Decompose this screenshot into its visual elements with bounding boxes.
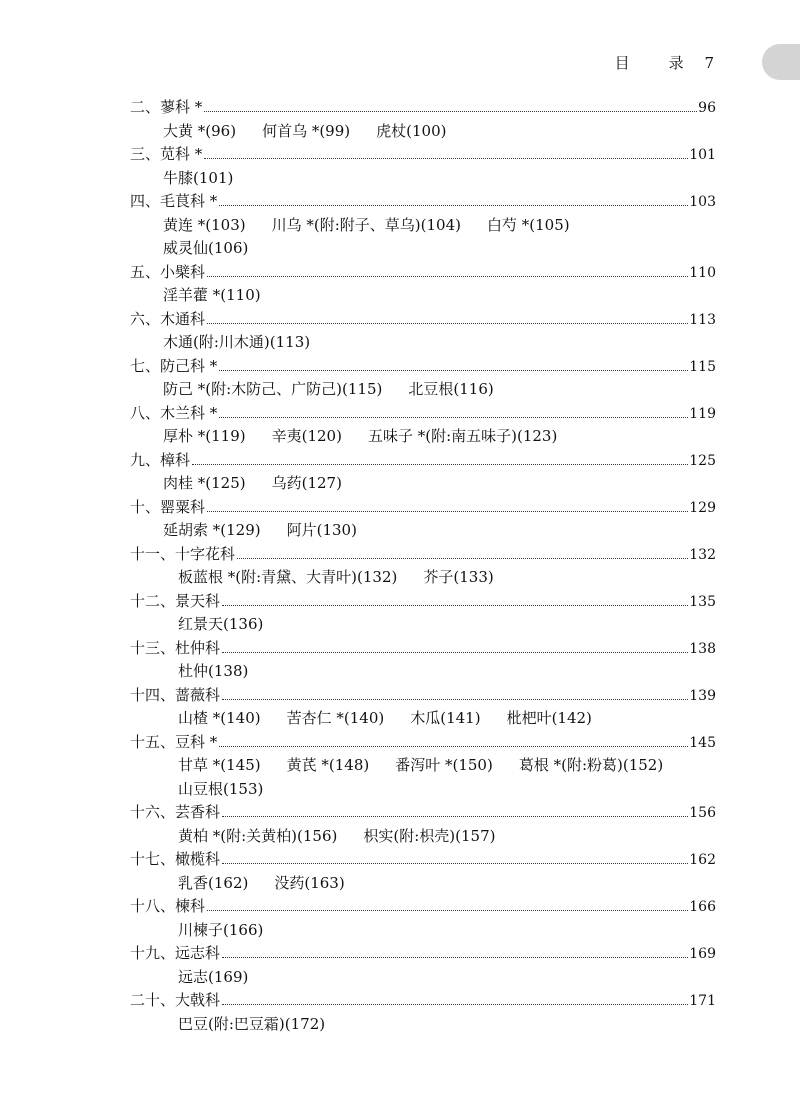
- toc-subentry-line: [130, 660, 716, 684]
- toc-entry-label: 十六、芸香科: [130, 803, 221, 821]
- toc-subentry-line: [130, 707, 716, 731]
- toc-entry-label: 三、苋科 *: [130, 145, 203, 163]
- toc-subentry-item: 黄连 *(103): [163, 215, 246, 234]
- toc-subentry-line: [130, 754, 716, 778]
- toc-subentry-item: 远志(169): [178, 967, 249, 986]
- toc-subentry-item: 芥子(133): [423, 568, 494, 586]
- toc-entry: [130, 942, 716, 966]
- toc-entry-page: 162: [689, 852, 716, 868]
- dot-leader: [207, 910, 688, 911]
- toc-subentry-item: 厚朴 *(119): [163, 427, 246, 445]
- toc-subentry-item: 枳实(附:枳壳)(157): [363, 826, 496, 845]
- toc-entry-label: 五、小檗科: [130, 262, 206, 281]
- toc-subentry-item: 防己 *(附:木防己、广防己)(115): [163, 380, 383, 398]
- dot-leader: [222, 863, 688, 864]
- toc-entry: [130, 190, 716, 214]
- toc-entry-label: 四、毛茛科 *: [130, 192, 218, 210]
- toc-subentry-item: 北豆根(116): [408, 380, 494, 398]
- dot-leader: [222, 652, 688, 653]
- toc-subentry-item: 木通(附:川木通)(113): [163, 333, 311, 351]
- toc-entry-page: 119: [689, 405, 716, 422]
- toc-subentry-item: 川乌 *(附:附子、草乌)(104): [271, 215, 461, 234]
- toc-subentry-item: 甘草 *(145): [178, 756, 261, 774]
- toc-entry-page: 138: [689, 640, 716, 657]
- toc-subentry-item: 木瓜(141): [410, 709, 481, 727]
- toc-entry-label: 九、樟科: [130, 450, 191, 469]
- toc-subentry-item: 威灵仙(106): [163, 239, 249, 257]
- toc-entry-label: 十三、杜仲科: [130, 638, 221, 657]
- toc-entry-label: 十九、远志科: [130, 944, 221, 962]
- dot-leader: [207, 323, 688, 324]
- toc-entry-page: 125: [689, 452, 716, 469]
- toc-entry-page: 135: [689, 593, 716, 610]
- toc-entry-page: 110: [689, 264, 716, 281]
- toc-entry-label: 二、蓼科 *: [130, 98, 203, 116]
- toc-entry-label: 六、木通科: [130, 309, 206, 328]
- dot-leader: [222, 957, 688, 958]
- toc-subentry-item: 牛膝(101): [163, 168, 234, 187]
- toc-entry: [130, 261, 716, 285]
- toc-subentry-item: 肉桂 *(125): [163, 474, 246, 492]
- toc-entry-label: 七、防己科 *: [130, 356, 218, 375]
- toc-entry-label: 十二、景天科: [130, 591, 221, 610]
- toc-subentry-item: 没药(163): [274, 873, 345, 892]
- toc-entry-page: 96: [698, 100, 716, 116]
- toc-subentry-line: [130, 613, 716, 637]
- toc-entry-page: 101: [689, 147, 716, 163]
- dot-leader: [219, 205, 688, 206]
- toc-subentry-line: [130, 331, 716, 355]
- toc-entry: [130, 449, 716, 473]
- dot-leader: [237, 558, 688, 559]
- toc-subentry-item: 山楂 *(140): [178, 709, 261, 727]
- dot-leader: [207, 276, 688, 277]
- toc-subentry-item: 葛根 *(附:粉葛)(152): [518, 756, 664, 774]
- toc-entry-label: 十、罂粟科: [130, 497, 206, 516]
- toc-entry: [130, 402, 716, 426]
- dot-leader: [222, 1004, 688, 1005]
- dot-leader: [204, 111, 697, 112]
- toc-entry: [130, 143, 716, 167]
- toc-subentry-line: [130, 378, 716, 402]
- toc-subentry-line: [130, 120, 716, 144]
- toc-subentry-item: 苦杏仁 *(140): [286, 709, 385, 727]
- dot-leader: [219, 746, 688, 747]
- dot-leader: [222, 605, 688, 606]
- toc-entry: [130, 637, 716, 661]
- toc-entry-page: 129: [689, 499, 716, 516]
- toc-entry: [130, 989, 716, 1013]
- toc-entry: [130, 731, 716, 755]
- toc-subentry-item: 黄柏 *(附:关黄柏)(156): [178, 826, 338, 845]
- toc-entry-page: 166: [689, 899, 716, 915]
- toc-entry: [130, 496, 716, 520]
- toc-subentry-item: 五味子 *(附:南五味子)(123): [367, 427, 558, 445]
- toc-entry-page: 113: [689, 311, 716, 328]
- toc-subentry-item: 番泻叶 *(150): [395, 756, 493, 774]
- toc-entry-label: 十八、楝科: [130, 897, 206, 915]
- toc-entry: [130, 801, 716, 825]
- toc-subentry-item: 板蓝根 *(附:青黛、大青叶)(132): [178, 568, 398, 586]
- toc-subentry-line: [130, 472, 716, 496]
- toc-subentry-line: [130, 214, 716, 238]
- toc-entry: [130, 590, 716, 614]
- toc-subentry-item: 阿片(130): [286, 521, 357, 539]
- toc-subentry-item: 淫羊藿 *(110): [163, 286, 261, 304]
- toc-subentry-item: 辛夷(120): [271, 427, 342, 445]
- thumb-tab: [762, 44, 800, 80]
- toc-subentry-item: 乳香(162): [178, 873, 249, 892]
- table-of-contents: [130, 96, 716, 1036]
- toc-entry-label: 十一、十字花科: [130, 544, 236, 563]
- toc-entry-label: 八、木兰科 *: [130, 403, 218, 422]
- toc-subentry-item: 巴豆(附:巴豆霜)(172): [178, 1014, 326, 1033]
- toc-subentry-line: [130, 778, 716, 802]
- dot-leader: [222, 816, 688, 817]
- page-number: 7: [704, 54, 714, 72]
- toc-entry-label: 十七、橄榄科: [130, 850, 221, 868]
- toc-subentry-line: [130, 566, 716, 590]
- toc-subentry-item: 川楝子(166): [178, 920, 264, 939]
- toc-subentry-item: 黄芪 *(148): [286, 756, 370, 774]
- toc-subentry-line: [130, 919, 716, 943]
- toc-entry-label: 二十、大戟科: [130, 991, 221, 1009]
- toc-entry: [130, 355, 716, 379]
- toc-subentry-item: 虎杖(100): [376, 121, 447, 140]
- dot-leader: [192, 464, 688, 465]
- toc-subentry-line: [130, 966, 716, 990]
- toc-subentry-item: 红景天(136): [178, 615, 264, 633]
- toc-subentry-line: [130, 237, 716, 261]
- toc-entry-label: 十四、蔷薇科: [130, 685, 221, 704]
- toc-subentry-item: 乌药(127): [271, 474, 342, 492]
- toc-subentry-item: 延胡索 *(129): [163, 521, 261, 539]
- toc-subentry-line: [130, 284, 716, 308]
- toc-entry: [130, 848, 716, 872]
- toc-subentry-item: 山豆根(153): [178, 779, 264, 798]
- toc-subentry-item: 白芍 *(105): [486, 215, 570, 234]
- toc-subentry-line: [130, 519, 716, 543]
- toc-entry-page: 171: [689, 993, 716, 1009]
- toc-entry: [130, 895, 716, 919]
- dot-leader: [219, 370, 688, 371]
- toc-subentry-line: [130, 167, 716, 191]
- toc-entry-page: 115: [689, 358, 716, 375]
- toc-entry-label: 十五、豆科 *: [130, 732, 218, 751]
- dot-leader: [207, 511, 688, 512]
- toc-entry: [130, 543, 716, 567]
- toc-entry-page: 139: [689, 687, 716, 704]
- toc-entry-page: 145: [689, 734, 716, 751]
- toc-subentry-line: [130, 425, 716, 449]
- toc-entry-page: 103: [689, 194, 716, 210]
- toc-subentry-line: [130, 872, 716, 896]
- toc-entry: [130, 308, 716, 332]
- toc-entry: [130, 96, 716, 120]
- dot-leader: [219, 417, 688, 418]
- toc-entry-page: 156: [689, 805, 716, 821]
- toc-subentry-item: 杜仲(138): [178, 662, 249, 680]
- toc-subentry-item: 枇杷叶(142): [506, 709, 592, 727]
- toc-subentry-item: 何首乌 *(99): [262, 121, 351, 140]
- dot-leader: [204, 158, 688, 159]
- running-header: [615, 52, 714, 73]
- dot-leader: [222, 699, 688, 700]
- toc-entry-page: 169: [689, 946, 716, 962]
- toc-subentry-line: [130, 825, 716, 849]
- toc-subentry-item: 大黄 *(96): [163, 121, 237, 140]
- toc-entry: [130, 684, 716, 708]
- toc-entry-page: 132: [689, 546, 716, 563]
- header-title: 目 录: [614, 54, 696, 72]
- toc-subentry-line: [130, 1013, 716, 1037]
